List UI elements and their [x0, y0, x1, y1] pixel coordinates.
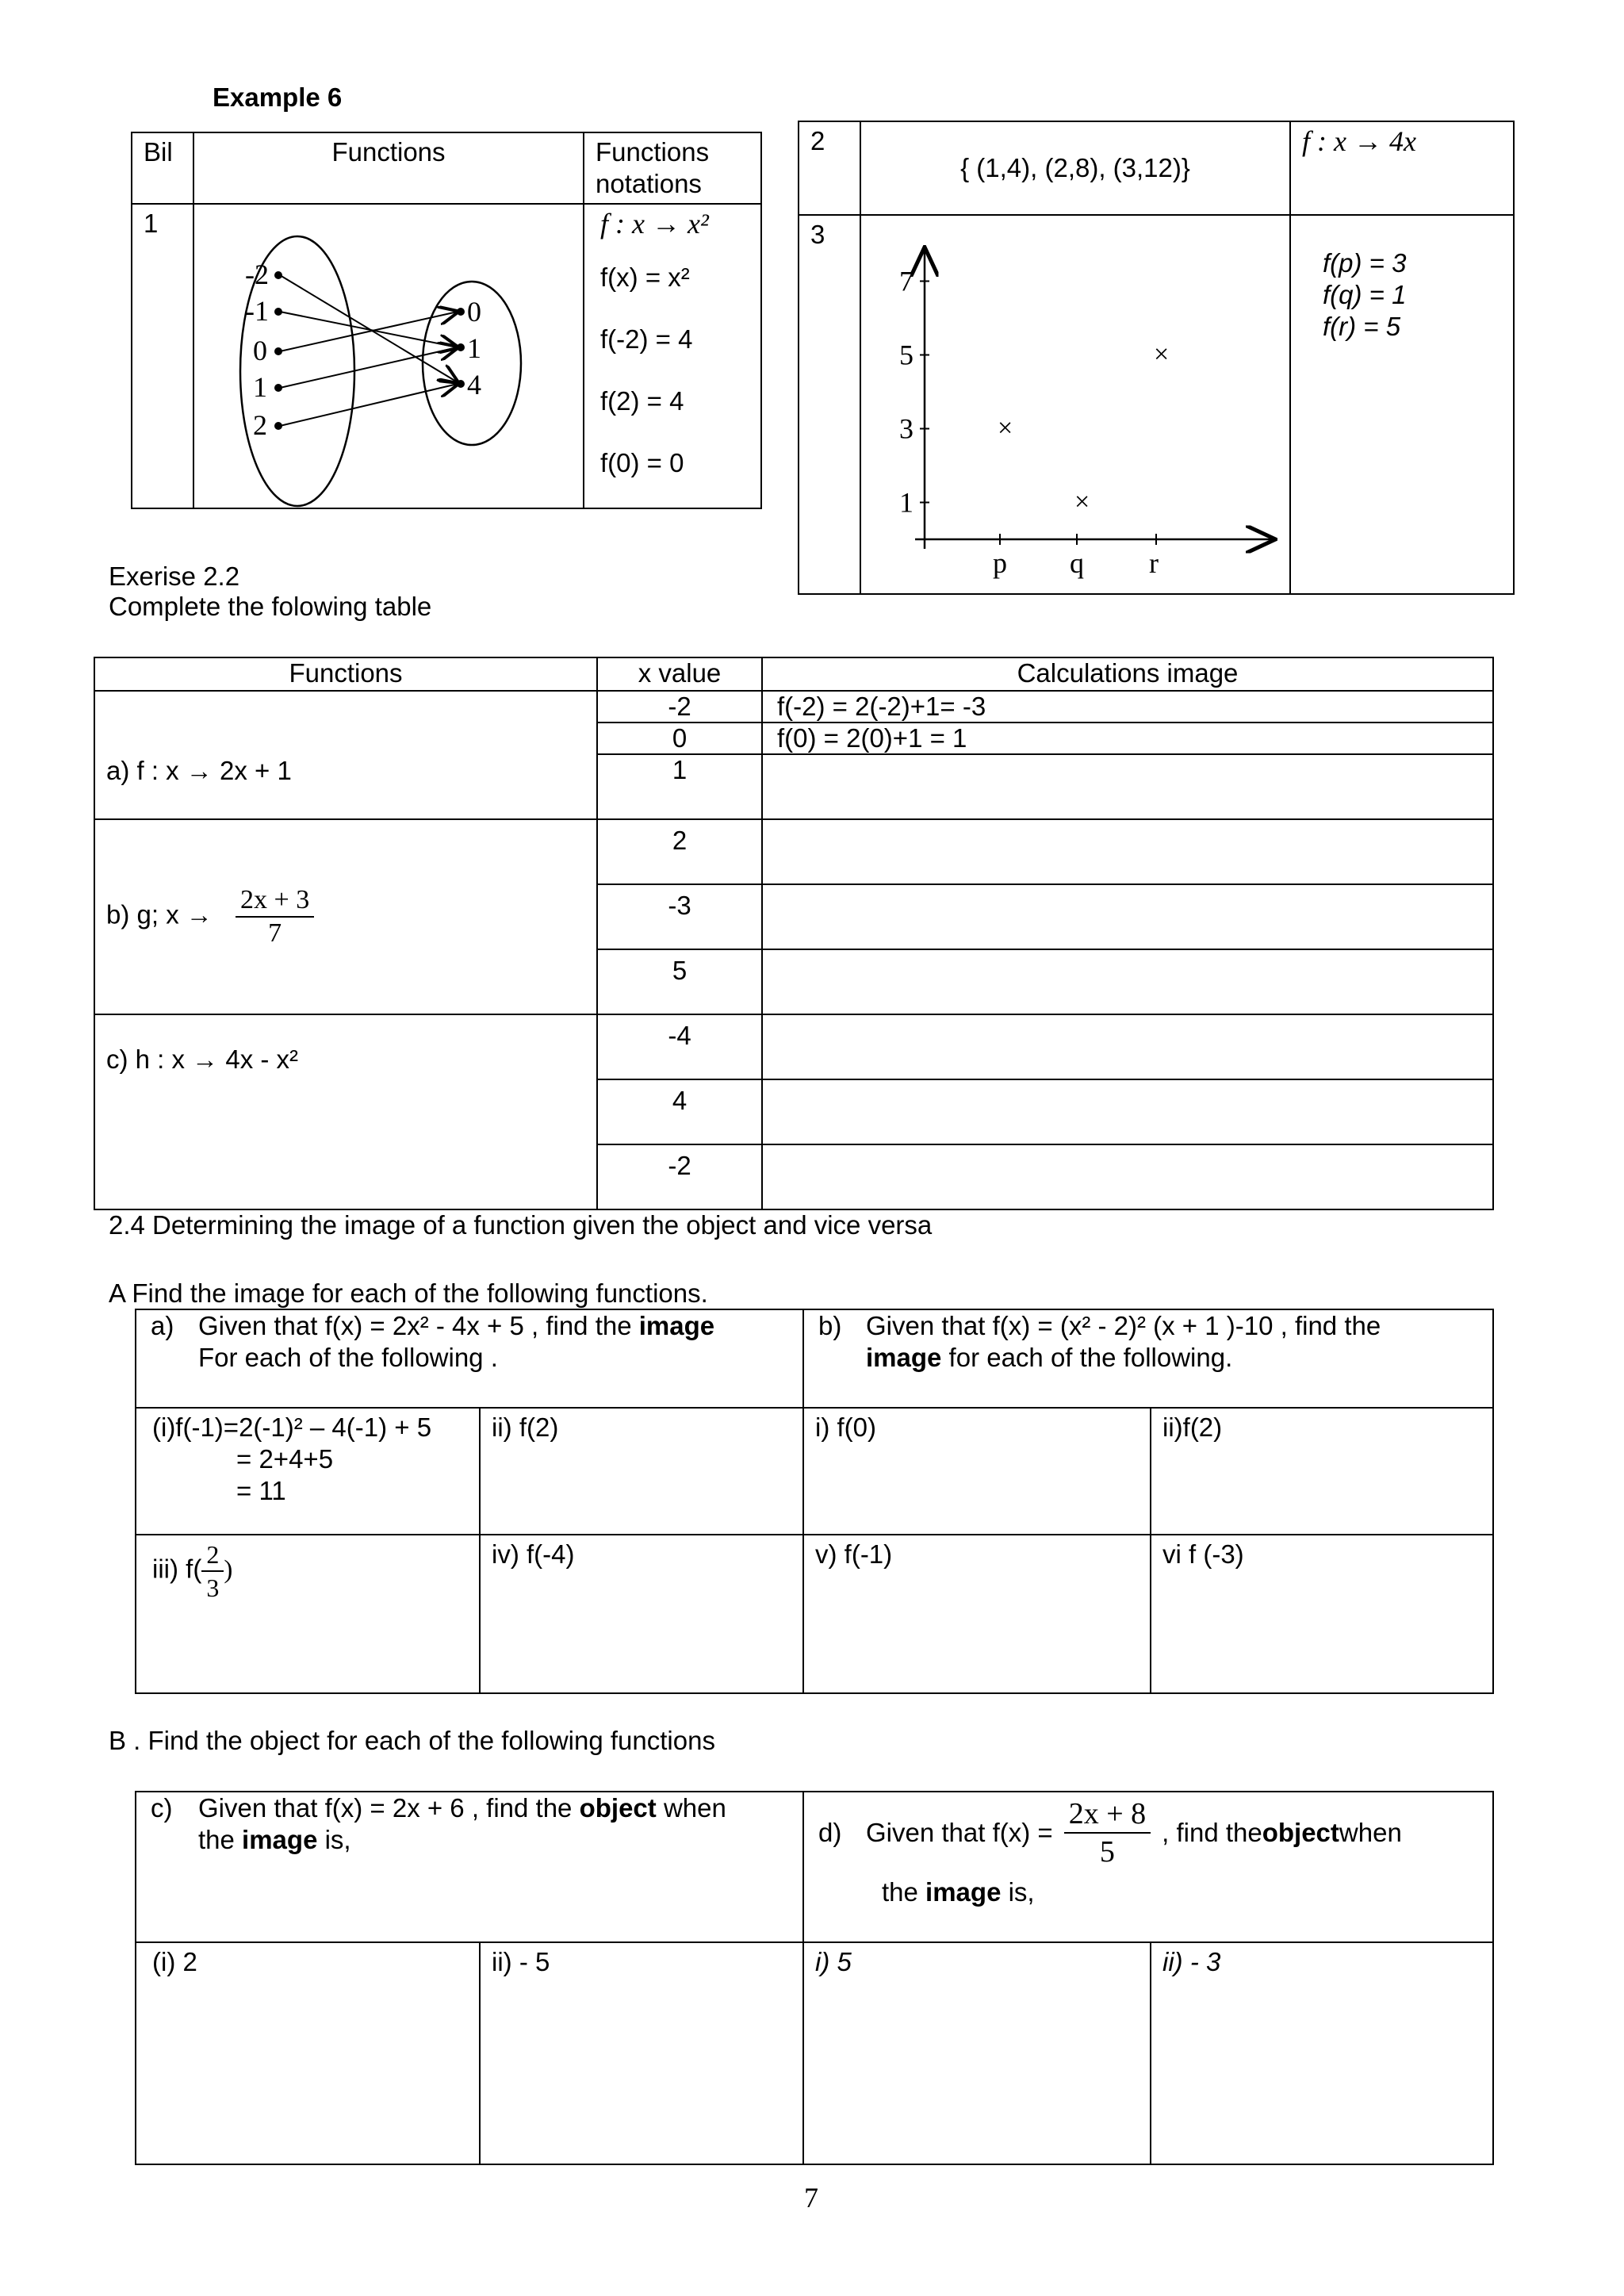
exercise-table	[94, 657, 1494, 1210]
question-bold: image	[638, 1311, 715, 1340]
function-b-fraction	[236, 884, 314, 949]
data-point: ×	[998, 413, 1013, 443]
x-value-cell: 2	[597, 819, 762, 884]
calc-cell	[762, 949, 1493, 1014]
answer-cell	[136, 1408, 480, 1535]
fraction-numerator: 2x + 8	[1064, 1796, 1151, 1834]
codomain-dot	[457, 380, 465, 388]
arrow-diagram-cell	[193, 204, 584, 508]
question-label: d)	[818, 1818, 842, 1847]
row-number: 1	[132, 204, 193, 508]
calc-cell: f(-2) = 2(-2)+1= -3	[762, 691, 1493, 723]
answer-cell: i) f(0)	[803, 1408, 1151, 1535]
x-value-cell: 5	[597, 949, 762, 1014]
function-a: a) f : x → 2x + 1	[94, 691, 597, 819]
graph-cell	[860, 215, 1290, 594]
worked-line: (i)f(-1)=2(-1)² – 4(-1) + 5	[152, 1412, 432, 1442]
x-value-cell: -2	[597, 1144, 762, 1209]
worked-line: = 11	[236, 1476, 286, 1505]
fraction-denominator: 5	[1099, 1835, 1115, 1869]
exercise-instruction: Complete the folowing table	[109, 592, 432, 621]
calc-cell	[762, 754, 1493, 819]
worked-line: = 2+4+5	[236, 1444, 334, 1474]
codomain-label: 4	[467, 369, 481, 401]
question-text: Given that f(x) = 2x² - 4x + 5 , find the	[198, 1311, 639, 1340]
calc-cell: f(0) = 2(0)+1 = 1	[762, 723, 1493, 754]
x-value-cell: 0	[597, 723, 762, 754]
notation-line: f(-2) = 4	[600, 324, 693, 354]
x-value-cell: -4	[597, 1014, 762, 1079]
calc-cell	[762, 1079, 1493, 1144]
exercise-title: Exerise 2.2	[109, 562, 240, 591]
arrow-diagram	[194, 205, 583, 508]
cell-fraction	[201, 1539, 224, 1604]
function-b	[94, 819, 597, 1014]
cell-prefix: iii) f(	[152, 1554, 202, 1584]
x-tick-label: q	[1070, 547, 1084, 579]
header-calculations: Calculations image	[762, 657, 1493, 691]
question-text: for each of the following.	[941, 1343, 1233, 1372]
data-point: ×	[1154, 339, 1170, 370]
question-bold: object	[1262, 1818, 1339, 1847]
question-text: when	[656, 1793, 726, 1823]
notation-line: f(2) = 4	[600, 386, 684, 416]
question-text: is,	[1001, 1877, 1035, 1907]
question-label: b)	[818, 1311, 842, 1340]
domain-label: 1	[253, 371, 267, 403]
x-tick-label: r	[1149, 547, 1159, 579]
question-bold: object	[579, 1793, 657, 1823]
mapping-arrow	[280, 384, 458, 426]
x-value-cell: -2	[597, 691, 762, 723]
answer-cell: vi f (-3)	[1151, 1535, 1493, 1693]
codomain-label: 0	[467, 296, 481, 328]
y-tick-label: 3	[899, 412, 914, 445]
domain-label: -2	[245, 259, 269, 290]
y-tick-label: 7	[899, 265, 914, 297]
codomain-dot	[457, 343, 465, 351]
header-notations: Functions notations	[584, 132, 761, 204]
function-c: c) h : x → 4x - x²	[94, 1014, 597, 1209]
question-bold: image	[242, 1825, 318, 1854]
question-label: c)	[151, 1793, 173, 1823]
fraction-numerator: 2	[201, 1539, 224, 1572]
question-text: Given that f(x) =	[866, 1818, 1053, 1847]
notation-line: f(p) = 3	[1323, 248, 1407, 278]
header-x-value: x value	[597, 657, 762, 691]
question-bold: image	[925, 1877, 1002, 1907]
x-value-cell: 4	[597, 1079, 762, 1144]
scatter-graph	[861, 216, 1289, 593]
question-text: the	[198, 1825, 243, 1854]
notation-line: f(r) = 5	[1323, 312, 1401, 341]
example-table-1	[131, 132, 762, 509]
example-title: Example 6	[213, 82, 343, 112]
fraction-numerator: 2x + 3	[236, 884, 314, 918]
ordered-pairs: { (1,4), (2,8), (3,12)}	[860, 121, 1290, 215]
question-d	[803, 1792, 1493, 1942]
answer-cell: ii)f(2)	[1151, 1408, 1493, 1535]
part-a-table	[135, 1309, 1494, 1694]
part-b-table	[135, 1791, 1494, 2165]
notation-top: f : x → x²	[600, 208, 709, 240]
notation-line: f(0) = 0	[600, 448, 684, 477]
question-b	[803, 1309, 1493, 1408]
x-value-cell: -3	[597, 884, 762, 949]
answer-cell	[136, 1535, 480, 1693]
question-text: , find the	[1162, 1818, 1262, 1847]
x-tick-label: p	[993, 547, 1007, 579]
row-number: 2	[799, 121, 860, 215]
fraction-denominator: 7	[268, 918, 282, 948]
y-tick-label: 1	[899, 486, 914, 519]
domain-label: 2	[253, 409, 267, 441]
notations-cell	[584, 204, 761, 508]
answer-cell: ii) - 5	[480, 1942, 803, 2164]
object-fraction	[1064, 1796, 1151, 1870]
answer-cell: ii) - 3	[1151, 1942, 1493, 2164]
domain-label: -1	[245, 295, 269, 327]
header-functions: Functions	[193, 132, 584, 204]
row3-notations	[1290, 215, 1514, 594]
page-number: 7	[804, 2182, 818, 2214]
question-text: when	[1339, 1818, 1402, 1847]
answer-cell: ii) f(2)	[480, 1408, 803, 1535]
question-text: the	[882, 1877, 926, 1907]
mapping-arrow	[280, 347, 458, 388]
codomain-label: 1	[467, 332, 481, 364]
calc-cell	[762, 1014, 1493, 1079]
row2-notation: f : x → 4x	[1290, 121, 1514, 215]
data-point: ×	[1074, 487, 1090, 517]
calc-cell	[762, 819, 1493, 884]
answer-cell: v) f(-1)	[803, 1535, 1151, 1693]
example-table-2	[798, 121, 1515, 595]
question-text: Given that f(x) = 2x + 6 , find the	[198, 1793, 580, 1823]
cell-suffix: )	[224, 1555, 233, 1585]
function-b-prefix: b) g; x →	[106, 899, 213, 930]
question-a	[136, 1309, 803, 1408]
question-text: Given that f(x) = (x² - 2)² (x + 1 )-10 , find the	[866, 1311, 1381, 1340]
calc-cell	[762, 1144, 1493, 1209]
x-value-cell: 1	[597, 754, 762, 819]
question-bold: image	[866, 1343, 942, 1372]
codomain-dot	[457, 308, 465, 316]
header-bil: Bil	[132, 132, 193, 204]
notation-line: f(q) = 1	[1323, 280, 1407, 309]
answer-cell: iv) f(-4)	[480, 1535, 803, 1693]
notation-line: f(x) = x²	[600, 263, 690, 292]
domain-label: 0	[253, 335, 267, 366]
row-number: 3	[799, 215, 860, 594]
fraction-denominator: 3	[206, 1573, 220, 1602]
question-text: For each of the following .	[198, 1343, 498, 1372]
answer-cell: i) 5	[803, 1942, 1151, 2164]
part-b-heading: B . Find the object for each of the following functions	[109, 1726, 715, 1755]
calc-cell	[762, 884, 1493, 949]
answer-cell: (i) 2	[136, 1942, 480, 2164]
question-text: is,	[317, 1825, 351, 1854]
y-tick-label: 5	[899, 339, 914, 371]
section-heading: 2.4 Determining the image of a function given the object and vice versa	[109, 1210, 933, 1240]
question-label: a)	[151, 1311, 174, 1340]
question-c	[136, 1792, 803, 1942]
part-a-heading: A Find the image for each of the following functions.	[109, 1278, 708, 1308]
header-functions: Functions	[94, 657, 597, 691]
